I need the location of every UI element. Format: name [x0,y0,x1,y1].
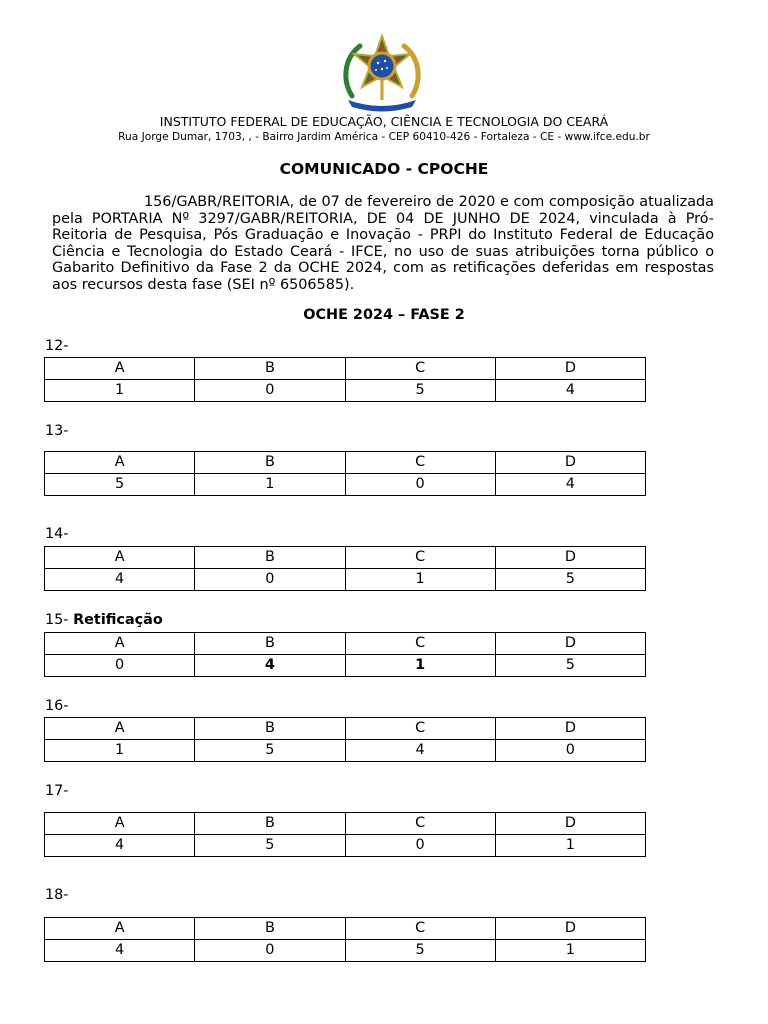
institution-address: Rua Jorge Dumar, 1703, , - Bairro Jardim América - CEP 60410-426 - Fortaleza - CE - www.ifce.edu.br [118,131,650,143]
table-row [45,835,646,857]
column-header: B [195,813,345,835]
table-row [45,740,646,762]
table-cell: 1 [495,940,645,962]
table-cell: 0 [195,940,345,962]
table-row [45,380,646,402]
table-header-row [45,633,646,655]
table-cell: 0 [45,655,195,677]
table-cell: 0 [345,474,495,496]
column-header: A [45,718,195,740]
question-label: 18- [45,887,69,903]
table-cell: 1 [345,655,495,677]
question-label: 16- [45,698,69,714]
table-cell: 0 [495,740,645,762]
table-cell: 0 [345,835,495,857]
column-header: B [195,718,345,740]
column-header: D [495,547,645,569]
table-cell: 5 [45,474,195,496]
question-label: 13- [45,423,69,439]
column-header: A [45,813,195,835]
column-header: B [195,547,345,569]
column-header: B [195,358,345,380]
column-header: B [195,633,345,655]
column-header: D [495,358,645,380]
column-header: A [45,633,195,655]
table-header-row [45,452,646,474]
table-cell: 1 [45,740,195,762]
table-cell: 5 [495,569,645,591]
table-cell: 4 [345,740,495,762]
table-header-row [45,358,646,380]
column-header: B [195,918,345,940]
table-row [45,474,646,496]
answer-table [44,357,646,402]
answer-table [44,546,646,591]
table-cell: 4 [45,835,195,857]
column-header: D [495,813,645,835]
table-row [45,655,646,677]
answer-table [44,917,646,962]
answer-table [44,451,646,496]
table-row [45,569,646,591]
question-label: 14- [45,526,69,542]
document-title: COMUNICADO - CPOCHE [279,160,489,178]
section-heading: OCHE 2024 – FASE 2 [303,307,465,323]
question-label: 12- [45,338,69,354]
column-header: A [45,918,195,940]
column-header: C [345,452,495,474]
table-row [45,940,646,962]
table-cell: 4 [45,940,195,962]
coat-of-arms-icon [340,34,424,114]
table-cell: 1 [345,569,495,591]
table-cell: 5 [495,655,645,677]
table-cell: 4 [45,569,195,591]
table-cell: 5 [195,740,345,762]
table-header-row [45,718,646,740]
rectification-note: Retificação [73,612,163,628]
column-header: D [495,452,645,474]
table-cell: 4 [195,655,345,677]
answer-table [44,812,646,857]
column-header: A [45,547,195,569]
table-header-row [45,547,646,569]
column-header: D [495,918,645,940]
table-cell: 5 [195,835,345,857]
column-header: D [495,633,645,655]
column-header: C [345,813,495,835]
column-header: A [45,358,195,380]
column-header: C [345,358,495,380]
table-cell: 4 [495,474,645,496]
column-header: C [345,547,495,569]
institution-name: INSTITUTO FEDERAL DE EDUCAÇÃO, CIÊNCIA E TECNOLOGIA DO CEARÁ [159,114,609,129]
table-cell: 1 [495,835,645,857]
column-header: D [495,718,645,740]
table-cell: 0 [195,380,345,402]
table-cell: 1 [45,380,195,402]
answer-table [44,717,646,762]
question-label: 17- [45,783,69,799]
table-header-row [45,918,646,940]
column-header: C [345,918,495,940]
table-header-row [45,813,646,835]
answer-table [44,632,646,677]
table-cell: 1 [195,474,345,496]
column-header: C [345,633,495,655]
column-header: B [195,452,345,474]
body-paragraph: 156/GABR/REITORIA, de 07 de fevereiro de 2020 e com composição atualizada pela PORTARIA Nº 3297/GABR/REITORIA, DE 04 DE JUNHO DE 2024, vinculada à Pró-Reitoria de Pesquisa, Pós Graduação e Inovação - PRPI do Instituto Federal de Educação Ciência e Tecnologia do Estado Ceará - IFCE, no uso de suas atribuições torna público o Gabarito Definitivo da Fase 2 da OCHE 2024, com as retificações deferidas em respostas aos recursos desta fase (SEI nº 6506585). [52,194,714,293]
table-cell: 0 [195,569,345,591]
table-cell: 4 [495,380,645,402]
table-cell: 5 [345,940,495,962]
column-header: C [345,718,495,740]
question-label: 15- Retificação [45,612,163,628]
column-header: A [45,452,195,474]
table-cell: 5 [345,380,495,402]
